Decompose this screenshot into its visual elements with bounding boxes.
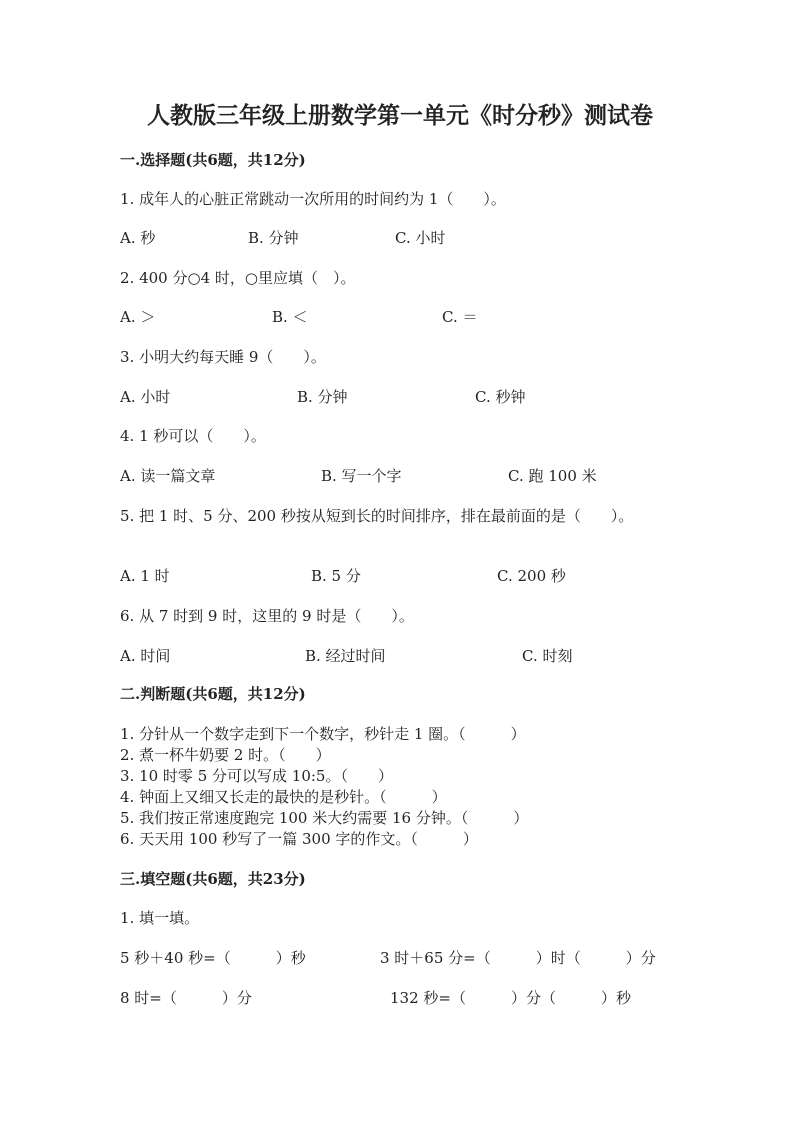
question-2-option-b: B. ＜ (272, 308, 308, 326)
question-3-option-b: B. 分钟 (297, 388, 348, 406)
judge-item-2: 2. 煮一杯牛奶要 2 时。（ ） (120, 746, 331, 764)
section-3-heading: 三.填空题(共6题，共23分) (120, 870, 306, 888)
judge-item-1: 1. 分针从一个数字走到下一个数字，秒针走 1 圈。（ ） (120, 725, 526, 743)
judge-item-6: 6. 天天用 100 秒写了一篇 300 字的作文。（ ） (120, 830, 478, 848)
fill-blank-3: 8 时=（ ）分 (120, 989, 252, 1007)
question-4-option-a: A. 读一篇文章 (120, 467, 216, 485)
question-6-option-c: C. 时刻 (522, 647, 573, 665)
question-5-option-c: C. 200 秒 (497, 567, 566, 585)
judge-item-5: 5. 我们按正常速度跑完 100 米大约需要 16 分钟。（ ） (120, 809, 529, 827)
section-1-heading: 一.选择题(共6题，共12分) (120, 151, 306, 169)
question-6-option-a: A. 时间 (120, 647, 171, 665)
question-5-option-a: A. 1 时 (120, 567, 170, 585)
question-1-option-c: C. 小时 (395, 229, 446, 247)
question-3-option-c: C. 秒钟 (475, 388, 526, 406)
question-1-option-b: B. 分钟 (248, 229, 299, 247)
judge-item-3: 3. 10 时零 5 分可以写成 10:5。（ ） (120, 767, 393, 785)
fill-question-1-stem: 1. 填一填。 (120, 909, 200, 927)
question-2-stem: 2. 400 分○4 时，○里应填（ ）。 (120, 269, 356, 287)
question-4-stem: 4. 1 秒可以（ ）。 (120, 427, 266, 445)
question-5-stem: 5. 把 1 时、5 分、200 秒按从短到长的时间排序，排在最前面的是（ ）。 (120, 507, 634, 525)
fill-blank-2: 3 时＋65 分=（ ）时（ ）分 (380, 949, 656, 967)
question-3-stem: 3. 小明大约每天睡 9（ ）。 (120, 348, 326, 366)
question-4-option-c: C. 跑 100 米 (508, 467, 597, 485)
fill-blank-4: 132 秒=（ ）分（ ）秒 (390, 989, 631, 1007)
question-1-stem: 1. 成年人的心脏正常跳动一次所用的时间约为 1（ ）。 (120, 190, 506, 208)
question-5-option-b: B. 5 分 (311, 567, 361, 585)
question-6-stem: 6. 从 7 时到 9 时，这里的 9 时是（ ）。 (120, 607, 414, 625)
question-3-option-a: A. 小时 (120, 388, 171, 406)
question-1-option-a: A. 秒 (120, 229, 156, 247)
judge-item-4: 4. 钟面上又细又长走的最快的是秒针。（ ） (120, 788, 447, 806)
fill-blank-1: 5 秒＋40 秒=（ ）秒 (120, 949, 306, 967)
question-2-option-c: C. ＝ (442, 308, 478, 326)
question-4-option-b: B. 写一个字 (321, 467, 402, 485)
section-2-heading: 二.判断题(共6题，共12分) (120, 685, 306, 703)
question-6-option-b: B. 经过时间 (305, 647, 386, 665)
page-title: 人教版三年级上册数学第一单元《时分秒》测试卷 (147, 102, 653, 129)
question-2-option-a: A. ＞ (120, 308, 156, 326)
